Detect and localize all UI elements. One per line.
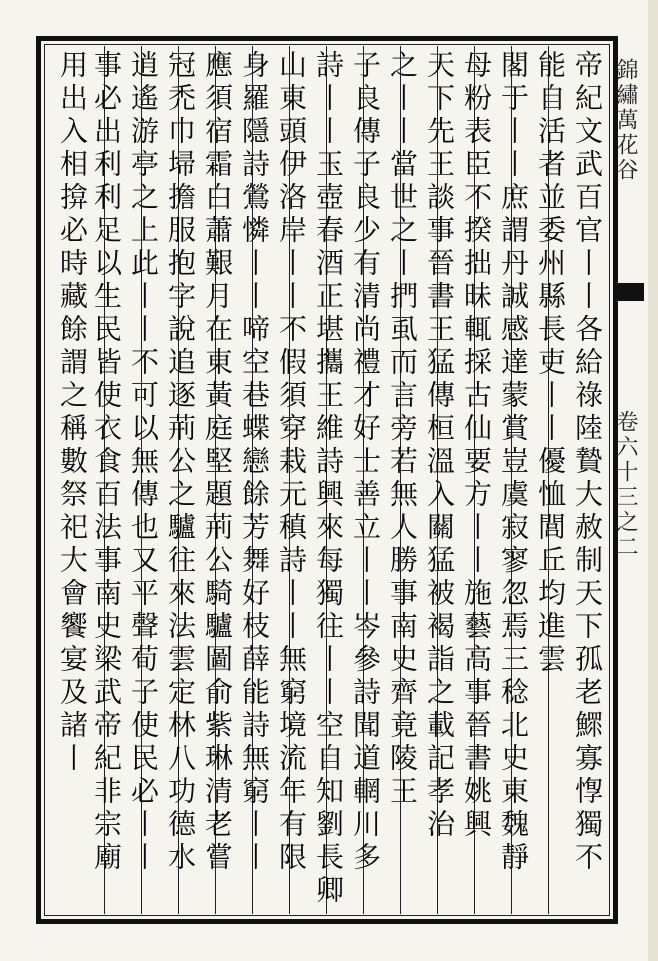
text-column-12: 冠禿巾埽擔服抱字說追逐荊公之驢往來法雲定林八功德水	[164, 50, 197, 875]
text-column-1: 帝紀文武百官丨丨各給祿陸贄大赦制天下孤老鰥寡惸獨不	[571, 50, 604, 875]
scan-edge	[648, 0, 658, 961]
text-column-6: 之丨丨當世之丨捫虱而言旁若無人勝事南史齊竟陵王	[386, 50, 419, 809]
text-column-10: 身羅隱詩鶯憐丨丨啼空巷蝶戀餘芳舞好枝薛能詩無窮丨丨	[238, 50, 271, 875]
text-column-11: 應須宿霜白蕭艱月在東黃庭堅題荊公騎驢圖俞紫琳清老嘗	[201, 50, 234, 875]
text-column-7: 子良傳子良少有清尚禮才好士善立丨丨岑參詩聞道輞川多	[349, 50, 382, 875]
text-column-2: 能自活者並委州縣長吏丨丨優恤閭丘均進雲	[534, 50, 567, 677]
text-column-14: 事必出利利足以生民皆使衣食百法事南史梁武帝紀非宗廟	[90, 50, 123, 875]
text-column-5: 天下先王談事晉書王猛傳桓溫入關猛被褐詣之載記孝治	[423, 50, 456, 842]
text-column-8: 詩丨丨玉壺春酒正堪攜王維詩興來每獨往丨丨空自知劉長卿	[312, 50, 345, 908]
text-column-13: 逍遙游亭之上此丨丨不可以無傳也又平聲荀子使民必丨丨	[127, 50, 160, 875]
text-column-15: 用出入相揜必時藏餘謂之稱數祭祀大會饗宴及諸丨	[56, 50, 89, 776]
book-title: 錦繡萬花谷	[613, 58, 638, 183]
text-column-9: 山東頭伊洛岸丨丨不假須穿栽元稹詩丨丨無窮境流年有限	[275, 50, 308, 875]
text-column-4: 母粉表臣不揆拙昧輒採古仙要方丨丨施藝高事晉書姚興	[460, 50, 493, 842]
text-column-3: 閣于丨丨庶謂丹誠感達蒙賞豈虞寂寥忽焉三稔北史東魏靜	[497, 50, 530, 875]
volume-label: 卷六十三之二	[613, 410, 638, 560]
margin-strip	[613, 50, 643, 950]
